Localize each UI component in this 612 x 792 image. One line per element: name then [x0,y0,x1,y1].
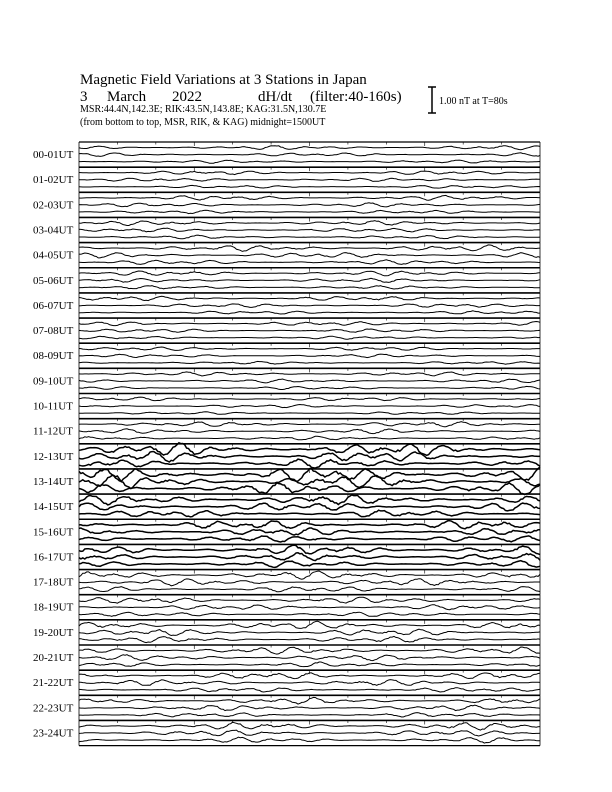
hour-label: 04-05UT [33,249,74,262]
trace-rik [79,153,540,157]
trace-rik [79,730,540,736]
trace-msr [79,737,540,743]
trace-msr [79,412,540,415]
trace-rik [79,629,540,635]
trace-msr [79,160,540,163]
trace-msr [79,235,540,239]
trace-kag [79,171,540,175]
trace-msr [79,561,540,568]
trace-msr [79,361,540,364]
trace-msr [79,210,540,213]
trace-rik [79,354,540,358]
trace-rik [79,528,540,535]
hour-label: 02-03UT [33,199,74,212]
date-year: 2022 [172,89,202,105]
trace-rik [79,452,540,462]
hour-label: 14-15UT [33,501,74,514]
trace-rik [79,178,540,181]
hour-label: 05-06UT [33,274,74,287]
trace-msr [79,636,540,642]
trace-rik [79,680,540,686]
station-coordinates: MSR:44.4N,142.3E; RIK:43.5N,143.8E; KAG:31.5N,130.7E [80,104,327,115]
trace-rik [79,655,540,661]
scale-bar-label: 1.00 nT at T=80s [439,96,508,107]
hour-label: 11-12UT [33,425,73,438]
trace-msr [79,713,540,717]
stacking-order-note: (from bottom to top, MSR, RIK, & KAG) midnight=1500UT [80,117,326,128]
trace-msr [79,688,540,692]
trace-rik [79,278,540,282]
trace-rik [79,429,540,434]
date-day: 3 [80,89,88,105]
trace-msr [79,185,540,188]
hour-label: 12-13UT [33,450,74,463]
trace-rik [79,203,540,207]
chart-title: Magnetic Field Variations at 3 Stations in Japan [80,72,367,88]
trace-msr [79,510,540,517]
hour-label: 10-11UT [33,400,73,413]
trace-rik [79,379,540,383]
hour-label: 13-14UT [33,475,74,488]
trace-msr [79,587,540,592]
hour-label: 16-17UT [33,551,74,564]
trace-rik [79,253,540,258]
trace-msr [79,459,540,468]
hour-label: 22-23UT [33,702,74,715]
trace-rik [79,405,540,408]
trace-kag [79,296,540,300]
trace-kag [79,397,540,401]
trace-rik [79,705,540,711]
trace-kag [79,697,540,704]
trace-rik [79,579,540,586]
trace-msr [79,386,540,389]
hour-label: 23-24UT [33,727,74,740]
trace-msr [79,311,540,314]
hour-label: 08-09UT [33,350,74,363]
hour-label: 06-07UT [33,299,74,312]
hour-label: 18-19UT [33,601,74,614]
hour-label: 15-16UT [33,526,74,539]
hour-label: 09-10UT [33,375,74,388]
hour-label: 21-22UT [33,677,74,690]
trace-msr [79,612,540,616]
trace-msr [79,336,540,339]
hour-label: 00-01UT [33,149,74,161]
hour-label: 03-04UT [33,224,74,237]
hour-label: 01-02UT [33,174,74,187]
trace-rik [79,329,540,332]
hour-label: 07-08UT [33,325,74,338]
trace-kag [79,322,540,326]
trace-rik [79,304,540,308]
trace-msr [79,483,540,495]
component-label: dH/dt [258,89,293,105]
trace-kag [79,372,540,376]
trace-msr [79,662,540,667]
trace-kag [79,347,540,350]
hour-label: 17-18UT [33,576,74,589]
trace-msr [79,436,540,440]
trace-rik [79,605,540,610]
trace-msr [79,536,540,542]
trace-kag [79,146,540,150]
date-month: March [107,89,147,105]
trace-rik [79,503,540,511]
hour-label: 20-21UT [33,652,74,664]
trace-msr [79,260,540,265]
trace-rik [79,228,540,232]
filter-label: (filter:40-160s) [310,89,402,105]
trace-msr [79,286,540,289]
hour-label: 19-20UT [33,626,74,639]
